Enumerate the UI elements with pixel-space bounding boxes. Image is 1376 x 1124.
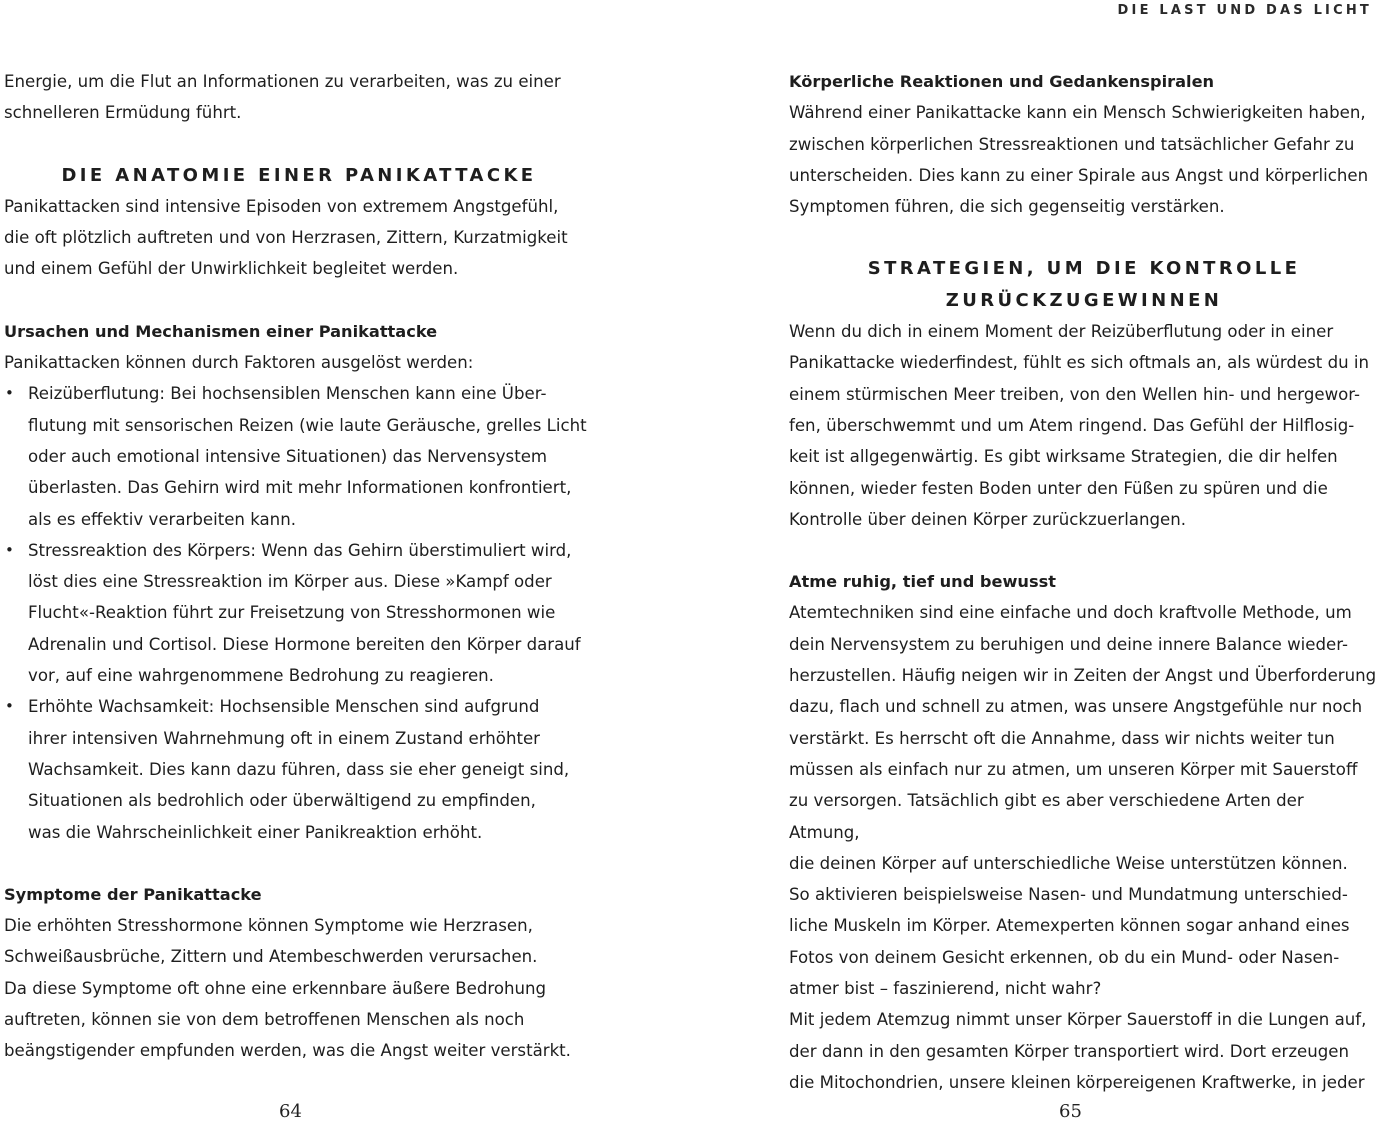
anatomie-paragraph: [4, 191, 594, 285]
symptome-paragraph: [4, 910, 594, 1066]
heading-line: STRATEGIEN, UM DIE KONTROLLE: [867, 258, 1301, 280]
page-number-right: 65: [1059, 1101, 1082, 1122]
text-line: zu versorgen. Tatsächlich gibt es aber verschiedene Arten der Atmung,: [789, 791, 1304, 842]
text-line: dein Nervensystem zu beruhigen und deine innere Balance wieder-: [789, 634, 1348, 654]
atme-paragraph: [789, 597, 1376, 1098]
list-item: • Erhöhte Wachsamkeit: Hochsensible Menschen sind aufgrund ihrer intensiven Wahrnehmung oft in einem Zustand erhöhter Wachsamkeit. Dies kann dazu führen, dass sie eher geneigt sind, Situationen als bedrohlich oder überwältigend zu empfinden, was die Wahrscheinlichkeit einer Panikreaktion erhöht.: [4, 691, 594, 847]
text-line: Mit jedem Atemzug nimmt unser Körper Sauerstoff in die Lungen auf,: [789, 1010, 1367, 1030]
text-line: atmer bist – faszinierend, nicht wahr?: [789, 979, 1102, 999]
intro-paragraph: [4, 66, 594, 129]
text-line: der dann in den gesamten Körper transportiert wird. Dort erzeugen: [789, 1041, 1350, 1061]
text-line: herzustellen. Häufig neigen wir in Zeiten der Angst und Überforderung: [789, 666, 1376, 686]
subheading-ursachen: Ursachen und Mechanismen einer Panikattacke: [4, 321, 438, 341]
text-line: Panikattacken sind intensive Episoden von extremem Angstgefühl,: [4, 196, 559, 216]
text-line: Schweißausbrüche, Zittern und Atembeschwerden verursachen.: [4, 947, 538, 967]
list-item: • Reizüberflutung: Bei hochsensiblen Menschen kann eine Über- flutung mit sensorischen Reizen (wie laute Geräusche, grelles Licht oder auch emotional intensive Situationen) das Nervensystem überlasten. Das Gehirn wird mit mehr Informationen konfrontiert, als es effektiv verarbeiten kann.: [4, 378, 594, 534]
subheading-koerperliche-reaktionen: Körperliche Reaktionen und Gedankenspiralen: [789, 72, 1215, 91]
subheading-symptome: Symptome der Panikattacke: [4, 884, 262, 904]
text-line: schnelleren Ermüdung führt.: [4, 103, 242, 123]
text-line: beängstigender empfunden werden, was die Angst weiter verstärkt.: [4, 1041, 571, 1061]
cause-list: [4, 378, 594, 847]
page-number-left: 64: [279, 1101, 302, 1122]
text-line: Während einer Panikattacke kann ein Mensch Schwierigkeiten haben,: [789, 103, 1366, 123]
text-line: die Mitochondrien, unsere kleinen körpereigenen Kraftwerke, in jeder: [789, 1072, 1365, 1092]
strategien-paragraph: [789, 316, 1376, 535]
text-line: verstärkt. Es herrscht oft die Annahme, dass wir nichts weiter tun: [789, 728, 1335, 748]
text-line: liche Muskeln im Körper. Atemexperten können sogar anhand eines: [789, 916, 1350, 936]
text-line: Wenn du dich in einem Moment der Reizüberflutung oder in einer: [789, 322, 1334, 342]
text-line: Atemtechniken sind eine einfache und doch kraftvolle Methode, um: [789, 603, 1352, 623]
text-line: Energie, um die Flut an Informationen zu verarbeiten, was zu einer: [4, 72, 561, 91]
subheading-atme: Atme ruhig, tief und bewusst: [789, 572, 1056, 592]
text-line: müssen als einfach nur zu atmen, um unseren Körper mit Sauerstoff: [789, 759, 1358, 779]
list-item: • Stressreaktion des Körpers: Wenn das Gehirn überstimuliert wird, löst dies eine Stressreaktion im Körper aus. Diese »Kampf oder Flucht«-Reaktion führt zur Freisetzung von Stresshormonen wie Adrenalin und Cortisol. Diese Hormone bereiten den Körper darauf vor, auf eine wahrgenommene Bedrohung zu reagieren.: [4, 535, 594, 691]
text-line: die deinen Körper auf unterschiedliche Weise unterstützen können.: [789, 853, 1348, 873]
ursachen-intro: Panikattacken können durch Faktoren ausgelöst werden:: [4, 353, 474, 373]
text-line: keit ist allgegenwärtig. Es gibt wirksame Strategien, die dir helfen: [789, 447, 1338, 467]
text-line: Fotos von deinem Gesicht erkennen, ob du ein Mund- oder Nasen-: [789, 947, 1340, 967]
text-line: Symptomen führen, die sich gegenseitig verstärken.: [789, 197, 1225, 217]
section-heading-strategien: [789, 253, 1376, 316]
right-page: [789, 66, 1376, 1098]
text-line: können, wieder festen Boden unter den Füßen zu spüren und die: [789, 478, 1328, 498]
text-line: Kontrolle über deinen Körper zurückzuerlangen.: [789, 509, 1187, 529]
text-line: einem stürmischen Meer treiben, von den Wellen hin- und hergewor-: [789, 384, 1361, 404]
text-line: Die erhöhten Stresshormone können Symptome wie Herzrasen,: [4, 916, 533, 936]
text-line: auftreten, können sie von dem betroffenen Menschen als noch: [4, 1010, 525, 1030]
text-line: dazu, flach und schnell zu atmen, was unsere Angstgefühle nur noch: [789, 697, 1363, 717]
text-line: die oft plötzlich auftreten und von Herzrasen, Zittern, Kurzatmigkeit: [4, 228, 568, 248]
text-line: und einem Gefühl der Unwirklichkeit begleitet werden.: [4, 259, 459, 279]
left-page: [4, 66, 594, 1067]
text-line: unterscheiden. Dies kann zu einer Spirale aus Angst und körperlichen: [789, 165, 1369, 185]
text-line: Panikattacke wiederfindest, fühlt es sich oftmals an, als würdest du in: [789, 353, 1370, 373]
text-line: fen, überschwemmt und um Atem ringend. Das Gefühl der Hilflosig-: [789, 415, 1355, 435]
text-line: So aktivieren beispielsweise Nasen- und Mundatmung unterschied-: [789, 885, 1348, 905]
heading-line: ZURÜCKZUGEWINNEN: [945, 289, 1223, 311]
reaktionen-paragraph: [789, 97, 1376, 222]
running-head: DIE LAST UND DAS LICHT: [1117, 3, 1372, 18]
text-line: Da diese Symptome oft ohne eine erkennbare äußere Bedrohung: [4, 978, 547, 998]
section-heading-anatomie: DIE ANATOMIE EINER PANIKATTACKE: [61, 164, 537, 186]
text-line: zwischen körperlichen Stressreaktionen und tatsächlicher Gefahr zu: [789, 134, 1355, 154]
